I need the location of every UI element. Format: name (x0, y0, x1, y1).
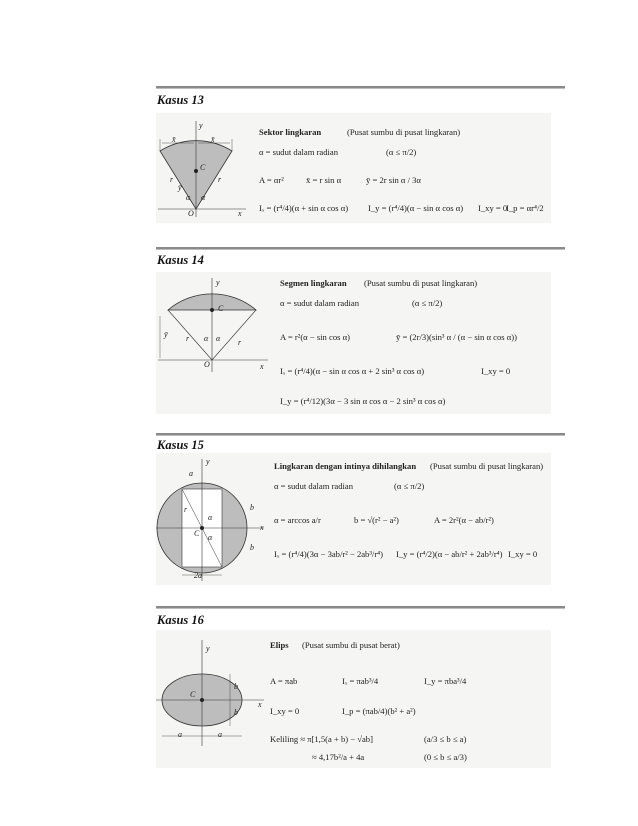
figure-label: α (208, 513, 213, 522)
formula-line: I_xy = 0 (481, 366, 511, 376)
formula-line: I_y = (r⁴/2)(α − ab/r² + 2ab³/r⁴) (396, 549, 503, 559)
formula-line: I_xy = 0 (270, 706, 300, 716)
case-title: Kasus 14 (157, 253, 204, 267)
formula-line: α = sudut dalam radian (274, 481, 354, 491)
case-title: Kasus 16 (157, 613, 204, 627)
formula-line: α = arccos a/r (274, 515, 321, 525)
figure-label: b (250, 543, 254, 552)
formula-line: Iₓ = πab³/4 (342, 676, 379, 686)
formula-line: b = √(r² − a²) (354, 515, 399, 525)
figure-label: a (178, 730, 182, 739)
figure-label: a (189, 469, 193, 478)
figure-label: x (260, 362, 264, 371)
figure-label: α (216, 334, 221, 343)
figure-label: x̄ (172, 135, 176, 144)
figure-label: 2a (194, 571, 202, 580)
figure-label: y (206, 457, 210, 466)
case-title: Kasus 15 (157, 438, 204, 452)
figure-label: y (206, 644, 210, 653)
case-heading-note: (Pusat sumbu di pusat lingkaran) (364, 278, 478, 288)
case-heading: Elips (270, 640, 289, 650)
formula-line: A = αr² (259, 175, 284, 185)
section-divider (156, 433, 565, 436)
case-panel (156, 453, 551, 585)
figure-label: r (218, 175, 222, 184)
figure-label: b (234, 708, 238, 717)
figure-label: a (218, 730, 222, 739)
figure-label: C (190, 690, 196, 699)
figure-label: ȳ (178, 183, 182, 192)
formula-line: ≈ 4,17b²/a + 4a (312, 752, 365, 762)
formula-line: I_p = αr⁴/2 (506, 203, 544, 213)
formula-line: I_y = (r⁴/4)(α − sin α cos α) (368, 203, 464, 213)
formula-line: α = sudut dalam radian (280, 298, 360, 308)
section-divider (156, 247, 565, 250)
formula-line: Iₓ = (r⁴/4)(α + sin α cos α) (259, 203, 349, 213)
figure-label: C (194, 529, 200, 538)
case-panel (156, 272, 551, 414)
figure-label: b (250, 503, 254, 512)
case-heading: Lingkaran dengan intinya dihilangkan (274, 461, 417, 471)
figure-label: α (204, 334, 209, 343)
case-heading-note: (Pusat sumbu di pusat lingkaran) (347, 127, 461, 137)
formula-line: Keliling ≈ π[1,5(a + b) − √ab] (270, 734, 373, 744)
case-heading-note: (Pusat sumbu di pusat lingkaran) (430, 461, 544, 471)
section-divider (156, 86, 565, 89)
formula-line: A = πab (270, 676, 298, 686)
formula-line: I_xy = 0 (478, 203, 508, 213)
case-heading-note: (Pusat sumbu di pusat berat) (302, 640, 400, 650)
figure-label: x̄ (211, 135, 215, 144)
formula-line: (α ≤ π/2) (386, 147, 417, 157)
figure-label: α (201, 193, 206, 202)
formula-line: A = r²(α − sin cos α) (280, 332, 350, 342)
figure-label: O (188, 209, 194, 218)
formula-line: (0 ≤ b ≤ a/3) (424, 752, 467, 762)
figure-label: b (234, 682, 238, 691)
formula-line: x̄ = r sin α (306, 175, 342, 185)
figure-label: r (238, 338, 242, 347)
formula-line: (α ≤ π/2) (412, 298, 443, 308)
formula-line: I_y = (r⁴/12)(3α − 3 sin α cos α − 2 sin³ α cos α) (280, 396, 446, 406)
figure-label: r (184, 505, 188, 514)
figure-label: O (204, 360, 210, 369)
formula-line: Iₓ = (r⁴/4)(3α − 3ab/r² − 2ab³/r⁴) (274, 549, 384, 559)
formula-line: ȳ = 2r sin α / 3α (366, 175, 421, 185)
figure-label: α (208, 533, 213, 542)
figure-label: x (260, 523, 264, 532)
case-title: Kasus 13 (157, 93, 204, 107)
figure-label: C (200, 163, 206, 172)
formula-line: Iₓ = (r⁴/4)(α − sin α cos α + 2 sin³ α cos α) (280, 366, 425, 376)
figure-label: x (258, 700, 262, 709)
figure-label: y (216, 278, 220, 287)
formula-line: A = 2r²(α − ab/r²) (434, 515, 494, 525)
section-divider (156, 606, 565, 609)
figure-label: ȳ (164, 330, 168, 339)
case-heading: Segmen lingkaran (280, 278, 347, 288)
formula-line: I_xy = 0 (508, 549, 538, 559)
figure-label: x (238, 209, 242, 218)
formula-line: α = sudut dalam radian (259, 147, 339, 157)
case-panel (156, 113, 551, 223)
figure-label: r (170, 175, 174, 184)
figure-label: y (199, 121, 203, 130)
formula-line: I_p = (πab/4)(b² + a²) (342, 706, 416, 716)
figure-label: α (186, 193, 191, 202)
ellipse-figure (156, 630, 268, 750)
formula-line: ȳ = (2r/3)(sin³ α / (α − sin α cos α)) (396, 332, 517, 342)
figure-label: C (218, 304, 224, 313)
circular-segment-figure (156, 272, 271, 382)
formula-line: (a/3 ≤ b ≤ a) (424, 734, 467, 744)
formula-line: (α ≤ π/2) (394, 481, 425, 491)
case-panel (156, 630, 551, 768)
formula-line: I_y = πba³/4 (424, 676, 467, 686)
case-heading: Sektor lingkaran (259, 127, 322, 137)
figure-label: r (186, 334, 190, 343)
